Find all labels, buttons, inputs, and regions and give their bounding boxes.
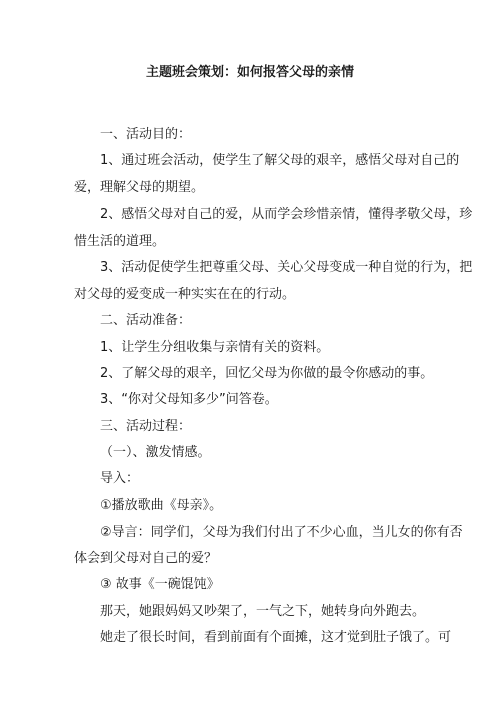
paragraph-line: 爱，理解父母的期望。 — [74, 180, 205, 195]
paragraph-line: 那天，她跟妈妈又吵架了，一气之下，她转身向外跑去。 — [100, 604, 426, 619]
paragraph-line: 3、活动促使学生把尊重父母、关心父母变成一种自觉的行为，把 — [100, 260, 473, 275]
paragraph-line: 1、通过班会活动，使学生了解父母的艰辛，感悟父母对自己的 — [100, 153, 460, 168]
document-title: 主题班会策划：如何报答父母的亲情 — [145, 65, 354, 80]
section-heading-goals: 一、活动目的： — [100, 127, 192, 142]
paragraph-line: ③ 故事《一碗馄饨》 — [100, 577, 220, 592]
paragraph-line: 3、“你对父母知多少”问答卷。 — [100, 392, 278, 407]
section-heading-preparation: 二、活动准备： — [100, 313, 192, 328]
paragraph-line: 对父母的爱变成一种实实在在的行动。 — [74, 287, 296, 302]
paragraph-line: 体会到父母对自己的爱？ — [74, 551, 218, 566]
paragraph-line: ②导言：同学们，父母为我们付出了不少心血，当儿女的你有否 — [100, 525, 463, 540]
paragraph-line: 2、了解父母的艰辛，回忆父母为你做的最令你感动的事。 — [100, 366, 434, 381]
section-heading-process: 三、活动过程： — [100, 419, 192, 434]
paragraph-line: 1、让学生分组收集与亲情有关的资料。 — [100, 340, 330, 355]
paragraph-line: 她走了很长时间，看到前面有个面摊，这才觉到肚子饿了。可 — [100, 630, 452, 645]
paragraph-line: ①播放歌曲《母亲》。 — [100, 498, 223, 513]
paragraph-line: 惜生活的道理。 — [74, 234, 166, 249]
paragraph-line: 导入： — [100, 471, 140, 486]
subsection-heading: （一）、激发情感。 — [100, 445, 211, 460]
paragraph-line: 2、感悟父母对自己的爱，从而学会珍惜亲情，懂得孝敬父母，珍 — [100, 207, 473, 222]
